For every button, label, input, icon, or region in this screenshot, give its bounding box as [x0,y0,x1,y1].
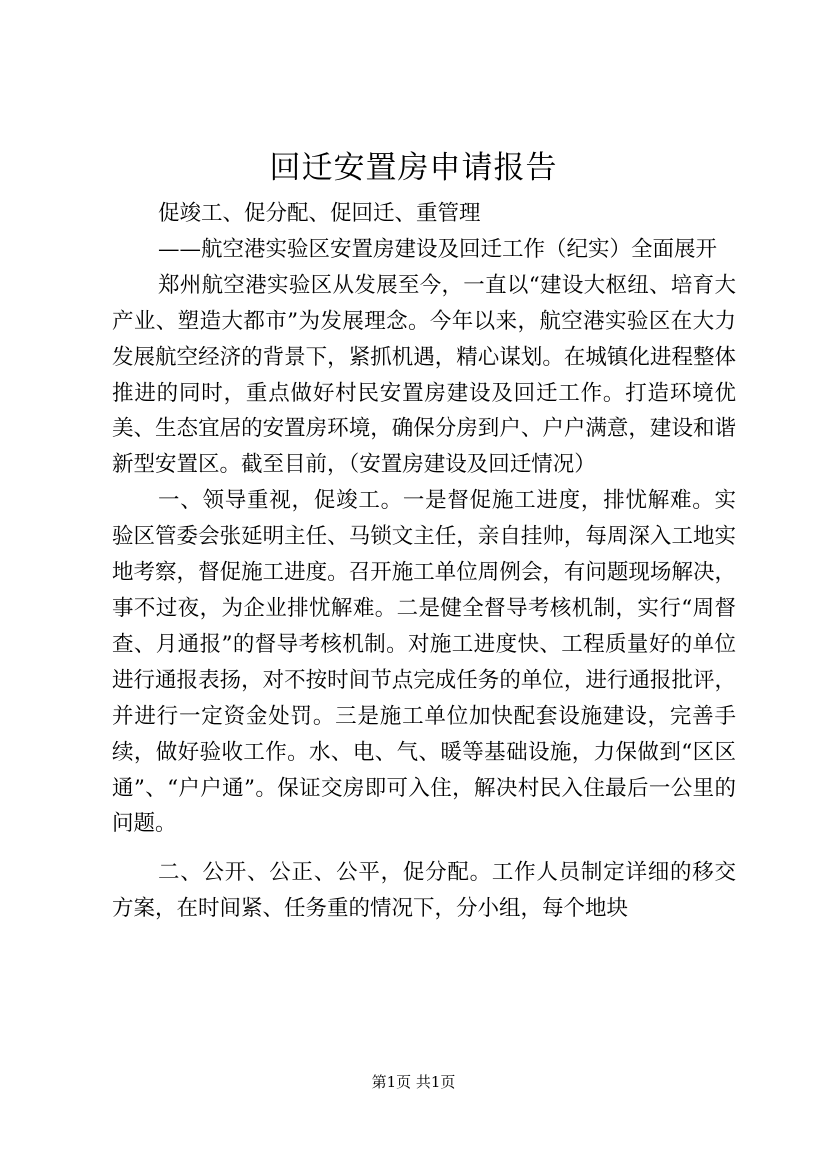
paragraph-section-one: 一、领导重视，促竣工。一是督促施工进度，排忧解难。实验区管委会张延明主任、马锁文主任，亲自挂帅，每周深入工地实地考察，督促施工进度。召开施工单位周例会，有问题现场解决，事不过夜，为企业排忧解难。二是健全督导考核机制，实行“周督查、月通报”的督导考核机制。对施工进度快、工程质量好的单位进行通报表扬，对不按时间节点完成任务的单位，进行通报批评，并进行一定资金处罚。三是施工单位加快配套设施建设，完善手续，做好验收工作。水、电、气、暖等基础设施，力保做到“区区通”、“户户通”。保证交房即可入住，解决村民入住最后一公里的问题。 [112,488,736,837]
document-body [112,196,736,927]
paragraph-intro: 郑州航空港实验区从发展至今，一直以“建设大枢纽、培育大产业、塑造大都市”为发展理念。今年以来，航空港实验区在大力发展航空经济的背景下，紧抓机遇，精心谋划。在城镇化进程整体推进的同时，重点做好村民安置房建设及回迁工作。打造环境优美、生态宜居的安置房环境，确保分房到户、户户满意，建设和谐新型安置区。截至目前，（安置房建设及回迁情况） [112,272,736,478]
document-title: 回迁安置房申请报告 [269,150,558,186]
subtitle-line: 促竣工、促分配、促回迁、重管理 [158,201,481,226]
paragraph-section-two: 二、公开、公正、公平，促分配。工作人员制定详细的移交方案，在时间紧、任务重的情况下，分小组，每个地块 [112,860,736,922]
subheading-line: ——航空港实验区安置房建设及回迁工作（纪实）全面展开 [158,236,718,262]
page-footer: 第1页 共1页 [371,1073,456,1091]
